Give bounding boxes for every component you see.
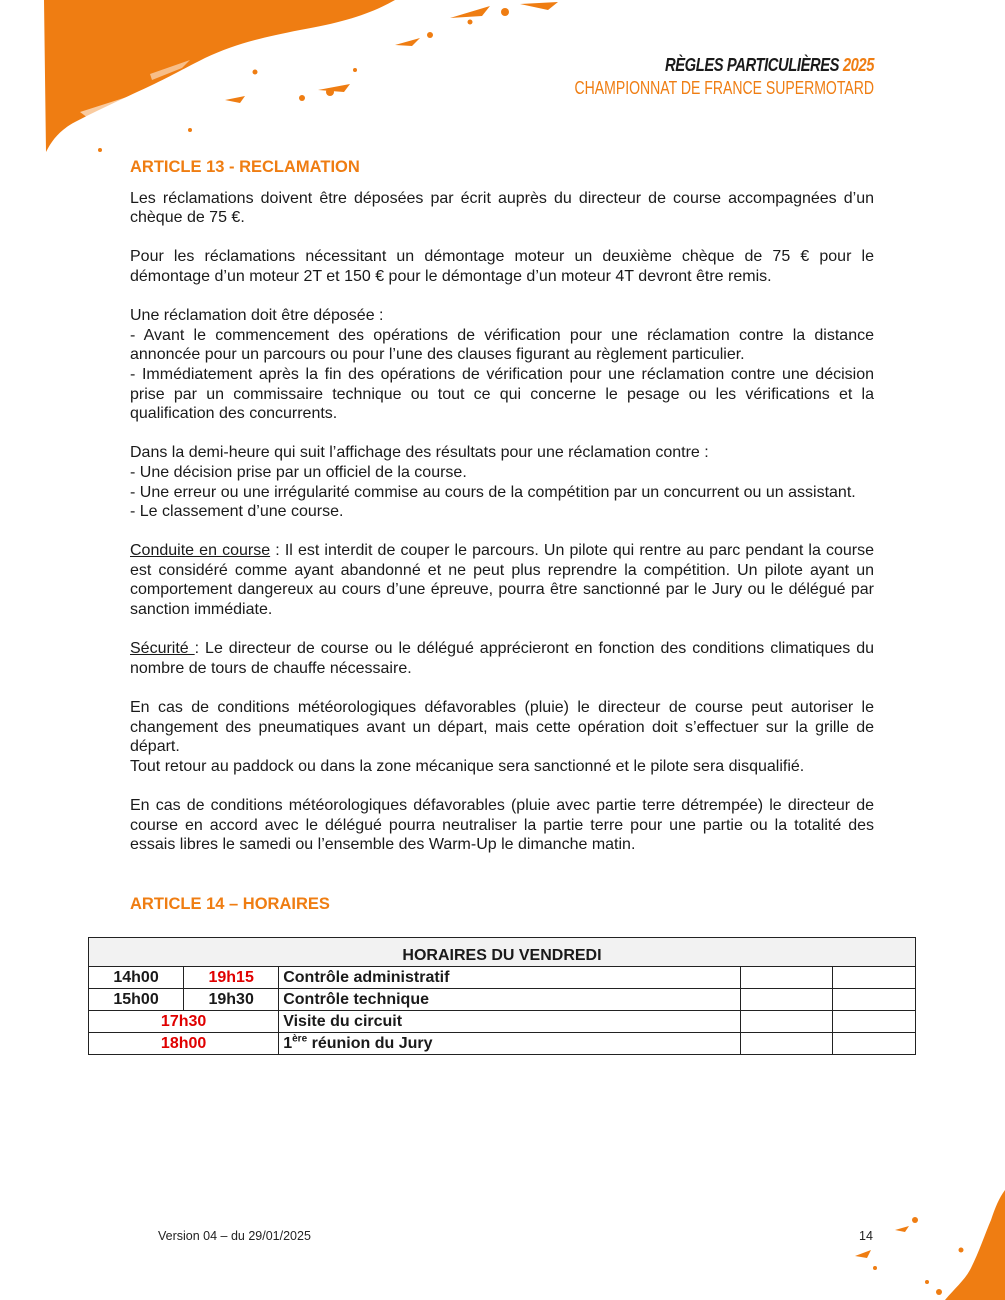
empty-cell — [832, 1011, 915, 1033]
header-year: 2025 — [842, 55, 874, 75]
paragraph: Les réclamations doivent être déposées par écrit auprès du directeur de course accompagnées d’un chèque de 75 €. — [130, 189, 874, 227]
paragraph: Une réclamation doit être déposée : — [130, 307, 384, 325]
event-time: 18h00 — [89, 1033, 279, 1055]
end-time: 19h15 — [184, 967, 279, 989]
header-subtitle: CHAMPIONNAT DE FRANCE SUPERMOTARD — [574, 78, 874, 98]
header-title-main: RÈGLES PARTICULIÈRES — [664, 55, 840, 75]
table-row — [89, 989, 916, 1011]
table-title: HORAIRES DU VENDREDI — [89, 938, 916, 967]
article-13-body — [130, 158, 874, 874]
page-header — [490, 55, 874, 99]
empty-cell — [740, 1033, 832, 1055]
securite-text: : Le directeur de course ou le délégué apprécieront en fonction des conditions climatiques du nombre de tours de chauffe nécessaire. — [130, 640, 874, 677]
event-label — [279, 1033, 741, 1055]
empty-cell — [740, 989, 832, 1011]
bullet: - Une erreur ou une irrégularité commise au cours de la compétition par un concurrent ou un assistant. — [130, 483, 856, 501]
schedule-table — [88, 937, 916, 1055]
event-label-text: réunion du Jury — [307, 1035, 433, 1052]
ordinal-number: 1 — [283, 1035, 293, 1052]
bullet: - Le classement d’une course. — [130, 503, 344, 521]
securite-label: Sécurité — [130, 640, 195, 658]
empty-cell — [832, 989, 915, 1011]
paragraph: Tout retour au paddock ou dans la zone mécanique sera sanctionné et le pilote sera disqualifié. — [130, 757, 805, 775]
start-time: 15h00 — [89, 989, 184, 1011]
conduite-label: Conduite en course — [130, 542, 271, 560]
empty-cell — [740, 967, 832, 989]
page-number: 14 — [859, 1229, 873, 1243]
paragraph: En cas de conditions météorologiques défavorables (pluie avec partie terre détrempée) le directeur de course en accord avec le délégué pourra neutraliser la partie terre pour une partie ou la totalité des essais libres le samedi ou l’ensemble des Warm-Up le dimanche matin. — [130, 797, 874, 854]
paragraph: Pour les réclamations nécessitant un démontage moteur un deuxième chèque de 75 € pour le démontage d’un moteur 2T et 150 € pour le démontage d’un moteur 4T devront être remis. — [130, 248, 874, 285]
event-label: Contrôle technique — [279, 989, 741, 1011]
event-label: Contrôle administratif — [279, 967, 741, 989]
event-label: Visite du circuit — [279, 1011, 741, 1033]
article-14-title: ARTICLE 14 – HORAIRES — [130, 895, 330, 913]
article-13-title: ARTICLE 13 - RECLAMATION — [130, 158, 360, 176]
bullet: - Avant le commencement des opérations de vérification pour une réclamation contre la distance annoncée pour un parcours ou pour l’une des clauses figurant au règlement particulier. — [130, 326, 874, 364]
paragraph — [130, 541, 874, 619]
end-time: 19h30 — [184, 989, 279, 1011]
header-title — [559, 55, 874, 76]
empty-cell — [740, 1011, 832, 1033]
orange-paint-splash-bottom — [775, 1190, 1005, 1300]
paragraph: Dans la demi-heure qui suit l’affichage des résultats pour une réclamation contre : — [130, 444, 709, 462]
event-time: 17h30 — [89, 1011, 279, 1033]
bullet: - Immédiatement après la fin des opérations de vérification pour une réclamation contre une décision prise par un commissaire technique ou tout ce qui concerne le pesage ou les vérifications et la qualification des concurrents. — [130, 365, 874, 423]
ordinal-suffix: ère — [292, 1033, 308, 1045]
conduite-text: : Il est interdit de couper le parcours. Un pilote qui rentre au parc pendant la course est considéré comme ayant abandonné et ne peut plus reprendre la compétition. Un pilote ayant un comportement dangereux au cours d’une épreuve, pourra être sanctionné par le Jury ou le délégué par sanction immédiate. — [130, 542, 874, 619]
empty-cell — [832, 1033, 915, 1055]
footer-version: Version 04 – du 29/01/2025 — [158, 1229, 311, 1243]
table-header-row — [89, 938, 916, 967]
paragraph: En cas de conditions météorologiques défavorables (pluie) le directeur de course peut autoriser le changement des pneumatiques avant un départ, mais cette opération doit s’effectuer sur la grille de départ. — [130, 699, 874, 756]
bullet: - Une décision prise par un officiel de la course. — [130, 463, 467, 481]
empty-cell — [832, 967, 915, 989]
paragraph — [130, 639, 874, 678]
table-row — [89, 1011, 916, 1033]
table-row — [89, 1033, 916, 1055]
start-time: 14h00 — [89, 967, 184, 989]
table-row — [89, 967, 916, 989]
